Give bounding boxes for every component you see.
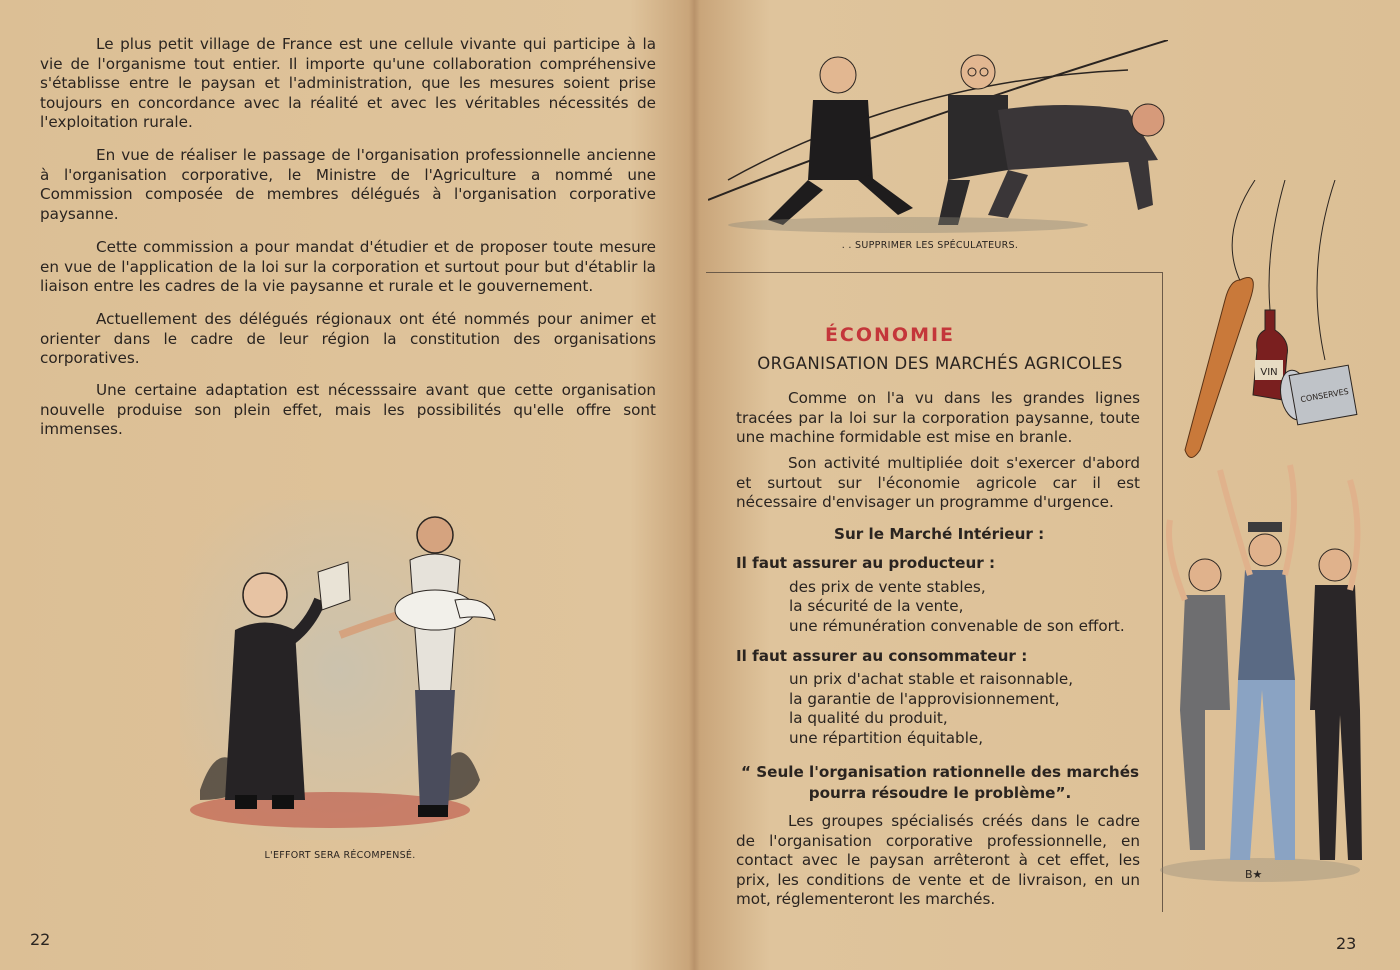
cheering-crowd-illustration	[1150, 450, 1375, 890]
producer-item-2: la sécurité de la vente,	[789, 597, 964, 615]
producer-item-3: une rémunération convenable de son effort.	[789, 617, 1125, 635]
left-paragraph-2: En vue de réaliser le passage de l'organisation professionnelle ancienne à l'organisation corporative, le Ministre de l'Agriculture a nommé une Commission composée de membres délégués à l'organisation corporative paysanne.	[40, 146, 656, 223]
consumer-item-3: la qualité du produit,	[789, 709, 948, 727]
left-paragraph-3: Cette commission a pour mandat d'étudier et de proposer toute mesure en vue de l'application de la loi sur la corporation et surtout pour but d'établir la liaison entre les cadres de la vie paysanne et rurale et le gouvernement.	[40, 238, 656, 295]
domestic-market-heading: Sur le Marché Intérieur :	[834, 525, 1045, 543]
left-illustration-caption: L'EFFORT SERA RÉCOMPENSÉ.	[264, 850, 416, 861]
intro-paragraph-2: Son activité multipliée doit s'exercer d'abord et surtout sur l'économie agricole car il est nécessaire d'envisager un programme d'urgence.	[736, 454, 1140, 511]
producer-heading: Il faut assurer au producteur :	[736, 554, 996, 572]
consumer-item-4: une répartition équitable,	[789, 729, 984, 747]
frame-top-border	[706, 272, 1162, 273]
can-label: CONSERVES	[1299, 386, 1350, 405]
artist-signature: B★	[1245, 868, 1263, 881]
left-paragraph-4: Actuellement des délégués régionaux ont été nommés pour animer et orienter dans le cadre de leur région la constitution des organisations corporatives.	[40, 310, 656, 367]
section-title: ÉCONOMIE	[824, 324, 956, 346]
page-number-right: 23	[1336, 934, 1357, 953]
quote-line-2: pourra résoudre le problème”.	[808, 784, 1072, 802]
section-subtitle: ORGANISATION DES MARCHÉS AGRICOLES	[757, 354, 1123, 373]
consumer-item-2: la garantie de l'approvisionnement,	[789, 690, 1060, 708]
speculators-fishing-illustration	[708, 40, 1168, 240]
left-paragraph-5: Une certaine adaptation est nécesssaire avant que cette organisation nouvelle produise son plein effet, mais les possibilités qu'elle offre sont immenses.	[40, 381, 656, 438]
wine-label: VIN	[1260, 367, 1278, 378]
page-number-left: 22	[30, 930, 51, 949]
consumer-item-1: un prix d'achat stable et raisonnable,	[789, 670, 1074, 688]
left-paragraph-1: Le plus petit village de France est une cellule vivante qui participe à la vie de l'organisme tout entier. Il importe qu'une collaboration compréhensive s'établisse entre le paysan et l'administration, que les mesures soient prise toujours en concordance avec la réalité et avec les véritables nécessités de l'exploitation rurale.	[40, 35, 656, 131]
intro-paragraph-1: Comme on l'a vu dans les grandes lignes tracées par la loi sur la corporation paysanne, toute une machine formidable est mise en branle.	[736, 389, 1140, 446]
hanging-goods-illustration	[1175, 180, 1375, 480]
closing-paragraph: Les groupes spécialisés créés dans le cadre de l'organisation corporative professionnelle, en contact avec le paysan arrêteront à cet effet, les prix, les conditions de vente et de livraison, en un mot, réglementeront les marchés.	[736, 812, 1140, 908]
consumer-heading: Il faut assurer au consommateur :	[736, 647, 1028, 665]
producer-item-1: des prix de vente stables,	[789, 578, 986, 596]
speculators-caption: . . SUPPRIMER LES SPÉCULATEURS.	[841, 240, 1019, 251]
quote-line-1: “ Seule l'organisation rationnelle des marchés	[740, 763, 1140, 781]
